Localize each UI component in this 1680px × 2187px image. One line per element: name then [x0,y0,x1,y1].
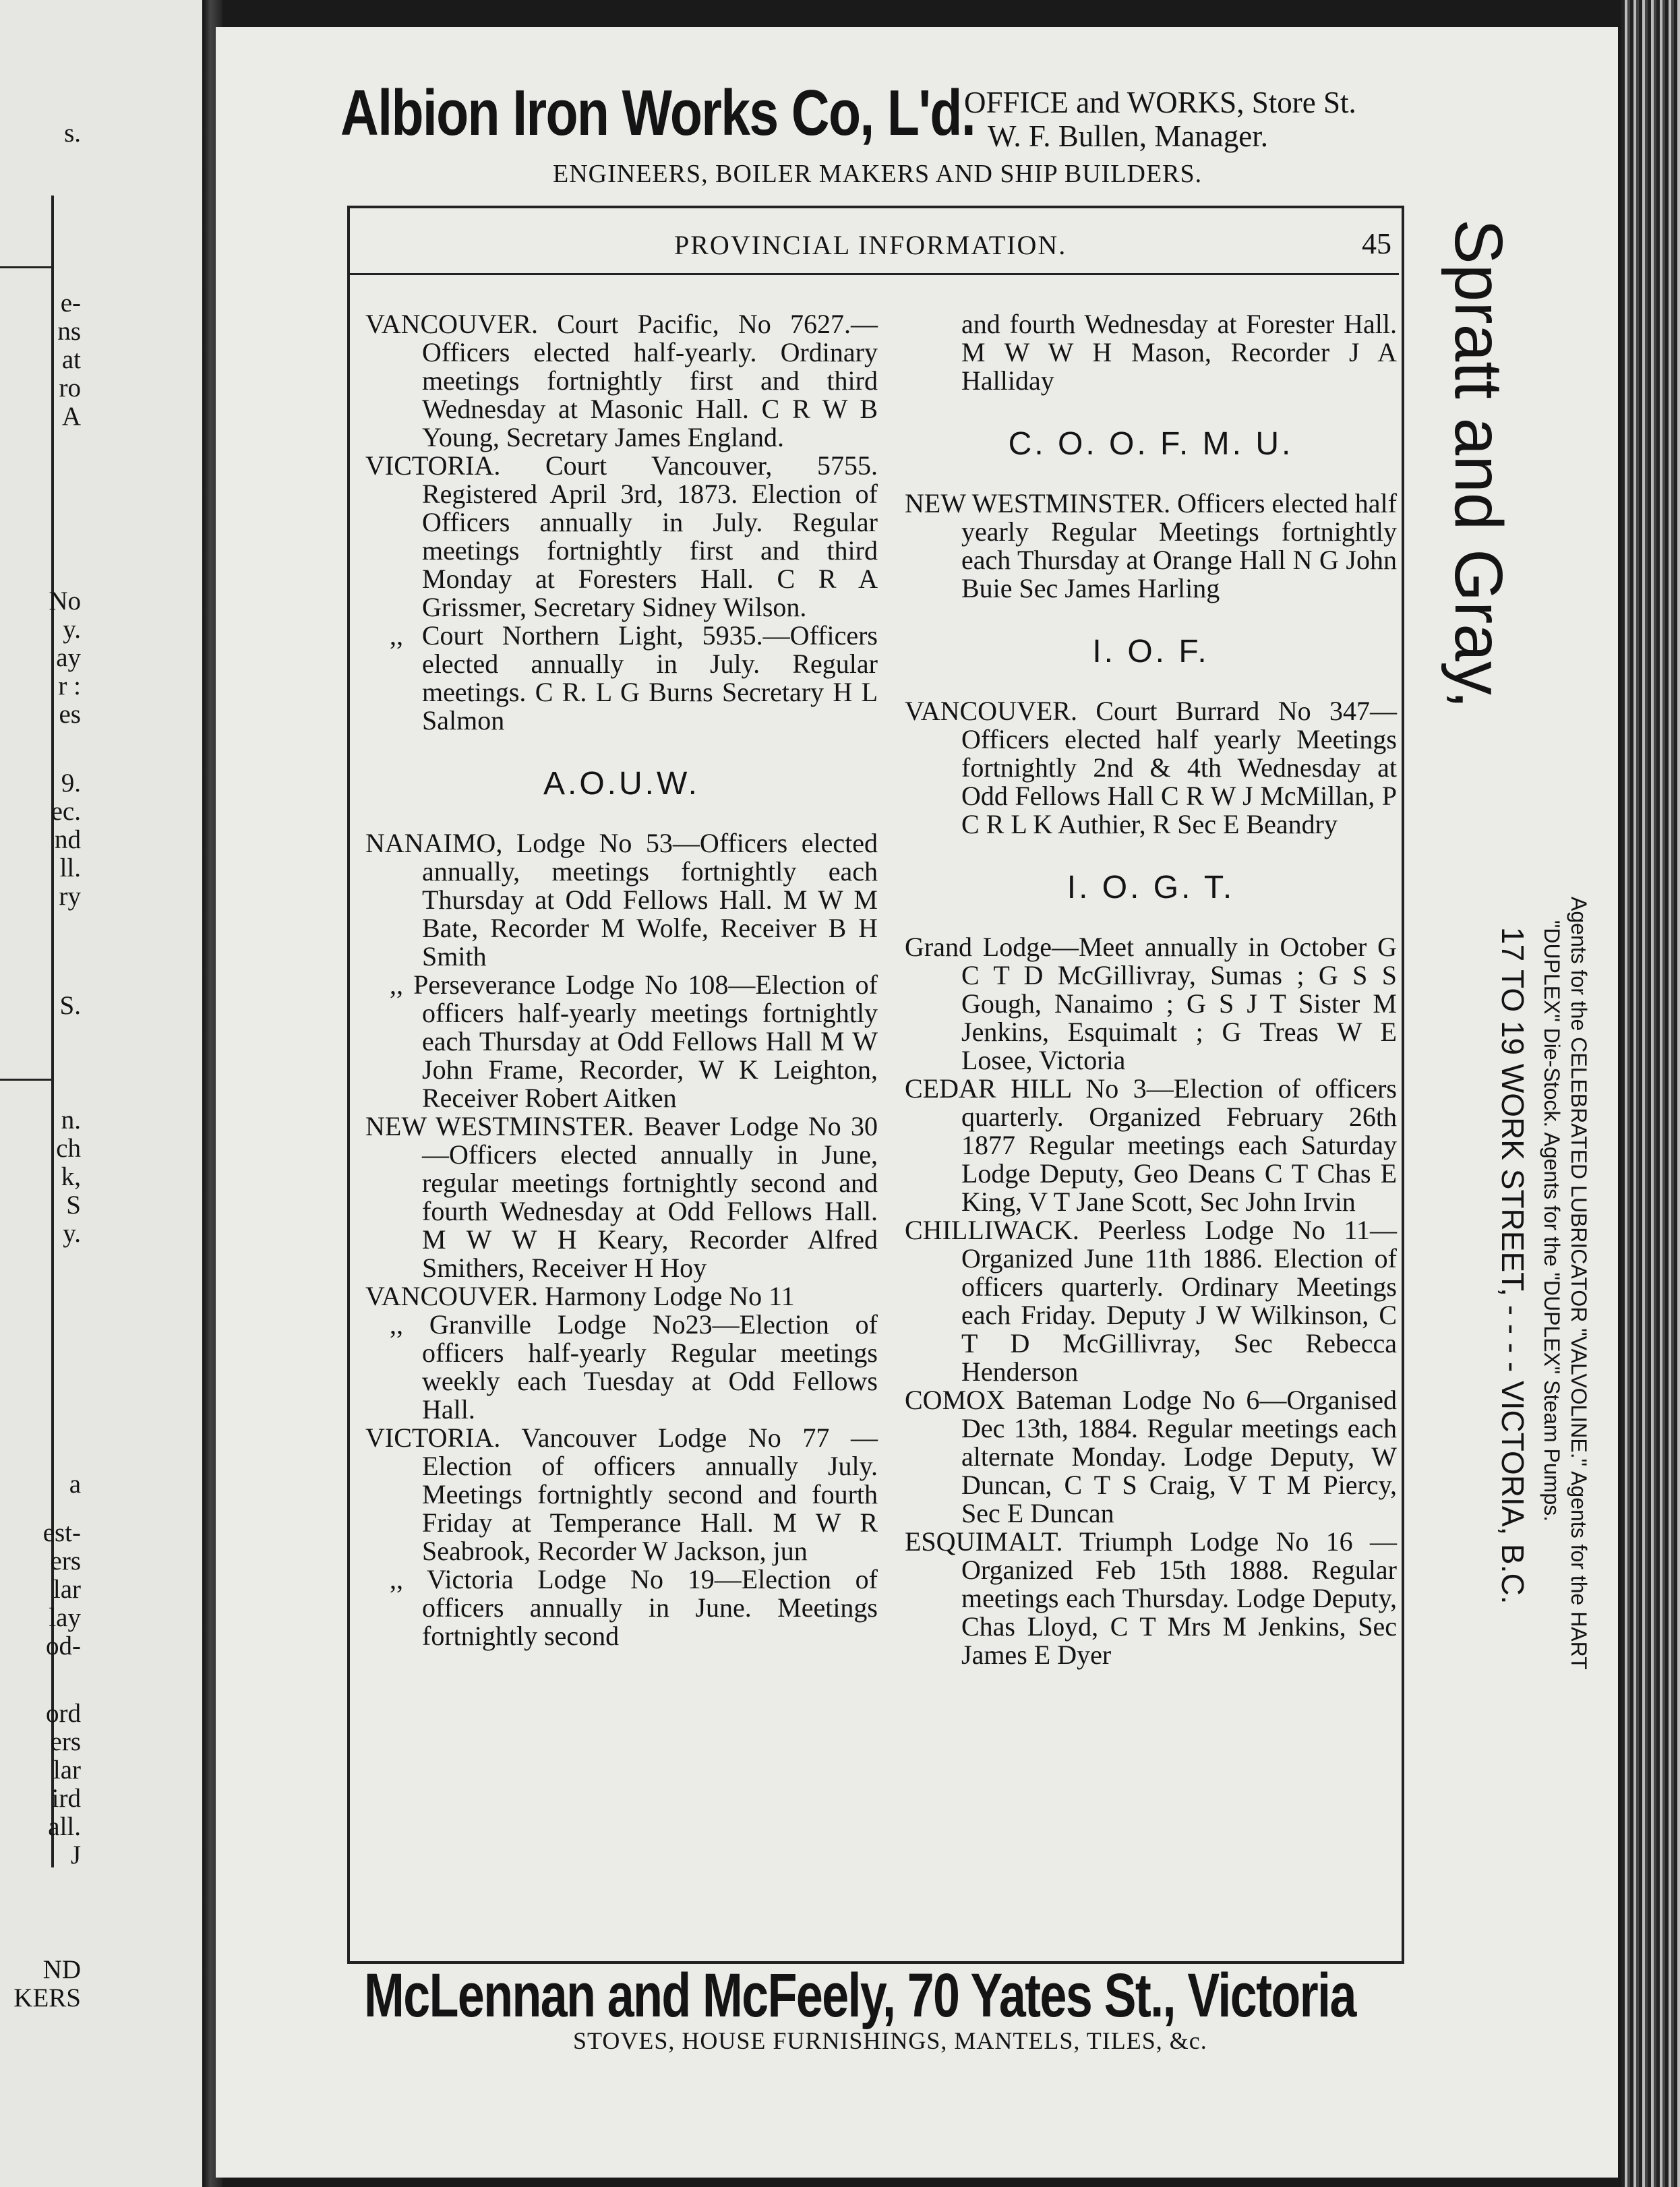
left-page-fragment: s. [64,119,81,148]
left-page-fragment: est- [42,1518,81,1547]
directory-page [216,27,1618,2178]
left-page-fragment: y. [63,615,81,644]
left-page-fragment: S [66,1191,81,1220]
directory-entry: ESQUIMALT. Triumph Lodge No 16 —Organized Feb 15th 1888. Regular meetings each Thursday. Lodge Deputy, Chas Lloyd, C T Mrs M Jenkins, Sec James E Dyer [905,1526,1397,1670]
left-page-rule-h [0,1079,54,1081]
left-page-fragment: ro [59,373,81,402]
directory-entry: ,, Court Northern Light, 5935.—Officers elected annually in July. Regular meetings. C R. L G Burns Secretary H L Salmon [390,620,878,736]
left-page-fragment: ND [42,1955,81,1984]
left-page-rule-h [0,266,54,268]
left-page-fragment: nd [55,825,81,854]
directory-entry: COMOX Bateman Lodge No 6—Organised Dec 13th, 1884. Regular meetings each alternate Monday. Lodge Deputy, W Duncan, C T S Craig, V T M Piercy, Sec E Duncan [905,1385,1397,1528]
left-page-fragment: e- [60,289,81,318]
left-page-edge [0,0,202,2187]
left-page-fragment: ns [57,317,81,346]
left-page-fragment: ay [56,643,81,672]
directory-entry: NEW WESTMINSTER. Officers elected half yearly Regular Meetings fortnightly each Thursday at Orange Hall N G John Buie Sec James Harling [905,488,1397,603]
directory-entry: NEW WESTMINSTER. Beaver Lodge No 30—Officers elected annually in June, regular meetings fortnightly second and fourth Wednesday at Odd Fellows Hall. M W W H Keary, Recorder Alfred Smithers, Receiver H Hoy [365,1111,878,1283]
directory-entry: VANCOUVER. Court Burrard No 347—Officers elected half yearly Meetings fortnightly 2nd & 4th Wednesday at Odd Fellows Hall C R W J McMillan, P C R L K Authier, R Sec E Beandry [905,696,1397,839]
left-page-fragment: J [70,1840,81,1869]
left-page-fragment: all. [48,1812,81,1841]
left-page-fragment: ch [56,1134,81,1163]
section-heading: I. O. G. T. [1067,870,1235,905]
directory-entry: ,, Perseverance Lodge No 108—Election of officers half-yearly meetings fortnightly each Thursday at Odd Fellows Hall M W John Frame, Recorder, W K Leighton, Receiver Robert Aitken [390,969,878,1113]
right-column [905,310,1397,1669]
directory-entry: ,, Victoria Lodge No 19—Election of officers annually in June. Meetings fortnightly second [390,1564,878,1651]
left-column [365,310,878,1650]
left-page-fragment: lar [53,1575,81,1604]
side-ad-title: Spratt and Gray, [1441,219,1516,709]
left-page-fragment: No [49,587,81,616]
directory-entry: CHILLIWACK. Peerless Lodge No 11—Organized June 11th 1886. Election of officers quarterly. Ordinary Meetings each Friday. Deputy J W Wilkinson, C T D McGillivray, Sec Rebecca Henderson [905,1215,1397,1387]
directory-entry: CEDAR HILL No 3—Election of officers quarterly. Organized February 26th 1877 Regular meetings each Saturday Lodge Deputy, Geo Deans C T Chas E King, V T Jane Scott, Sec John Irvin [905,1073,1397,1217]
left-page-fragment: n. [61,1106,81,1135]
left-page-fragment: lar [53,1756,81,1785]
left-page-fragment: ll. [59,853,81,882]
page-number: 45 [1362,227,1391,260]
left-page-fragment: od- [46,1631,81,1660]
side-ad-street: 17 TO 19 WORK STREET, - - - - VICTORIA, B.C. [1495,927,1530,1605]
ad-bottom-title: McLennan and McFeely, 70 Yates St., Victoria [364,1961,1356,2030]
ad-top-manager: W. F. Bullen, Manager. [988,119,1268,153]
left-page-fragment: at [61,345,81,374]
left-page-fragment: ord [46,1699,81,1728]
left-page-fragment: S. [59,991,81,1020]
left-page-fragment: ers [50,1727,81,1756]
header-rule [347,273,1399,275]
directory-entry: VANCOUVER. Harmony Lodge No 11 [365,1281,795,1311]
directory-entry: Grand Lodge—Meet annually in October G C T D McGillivray, Sumas ; G S S Gough, Nanaimo ; G S J T Sister M Jenkins, Esquimalt ; G Treas W E Losee, Victoria [905,932,1397,1075]
page-title: PROVINCIAL INFORMATION. [674,230,1067,260]
left-page-fragment: r : [58,671,81,700]
section-heading: I. O. F. [1092,634,1209,669]
ad-top-office: OFFICE and WORKS, Store St. [964,86,1356,119]
side-ad-agents-line1: Agents for the CELEBRATED LUBRICATOR "VALVOLINE." Agents for the HART [1567,897,1591,1670]
directory-entry: VICTORIA. Vancouver Lodge No 77 —Election of officers annually July. Meetings fortnightly second and fourth Friday at Temperance Hall. M W R Seabrook, Recorder W Jackson, jun [365,1422,878,1566]
page-edges [1621,0,1680,2187]
left-page-fragment: ird [51,1784,81,1813]
directory-entry-continued: and fourth Wednesday at Forester Hall. M W W H Mason, Recorder J A Halliday [961,309,1397,396]
left-page-fragment: k, [61,1162,81,1191]
section-heading: C. O. O. F. M. U. [1008,426,1294,462]
left-page-fragment: ry [59,882,81,911]
directory-entry: VANCOUVER. Court Pacific, No 7627.—Officers elected half-yearly. Ordinary meetings fortnightly first and third Wednesday at Masonic Hall. C R W B Young, Secretary James England. [365,309,878,452]
side-ad-agents-line2: "DUPLEX" Die-Stock. Agents for the "DUPLEX" Steam Pumps. [1540,920,1564,1522]
ad-bottom-subtitle: STOVES, HOUSE FURNISHINGS, MANTELS, TILES, &c. [573,2027,1207,2054]
directory-entry: ,, Granville Lodge No23—Election of officers half-yearly Regular meetings weekly each Tuesday at Odd Fellows Hall. [390,1309,878,1425]
ad-top-title: Albion Iron Works Co, L'd. [340,77,976,149]
left-page-fragment: A [61,402,81,431]
section-heading: A.O.U.W. [543,766,700,802]
left-page-fragment: 9. [61,769,81,798]
left-page-fragment: lay [49,1603,81,1632]
left-page-fragment: ers [50,1547,81,1576]
directory-entry: VICTORIA. Court Vancouver, 5755. Registered April 3rd, 1873. Election of Officers annually in July. Regular meetings fortnightly first and third Monday at Foresters Hall. C R A Grissmer, Secretary Sidney Wilson. [365,450,878,622]
directory-entry: NANAIMO, Lodge No 53—Officers elected annually, meetings fortnightly each Thursday at Odd Fellows Hall. M W M Bate, Recorder M Wolfe, Receiver B H Smith [365,828,878,971]
left-page-fragment: KERS [13,1983,81,2012]
ad-top-trade: ENGINEERS, BOILER MAKERS AND SHIP BUILDERS. [553,160,1203,188]
left-page-fragment: y. [63,1219,81,1248]
left-page-fragment: es [59,700,81,729]
left-page-fragment: ec. [51,797,81,826]
left-page-fragment: a [69,1470,81,1499]
